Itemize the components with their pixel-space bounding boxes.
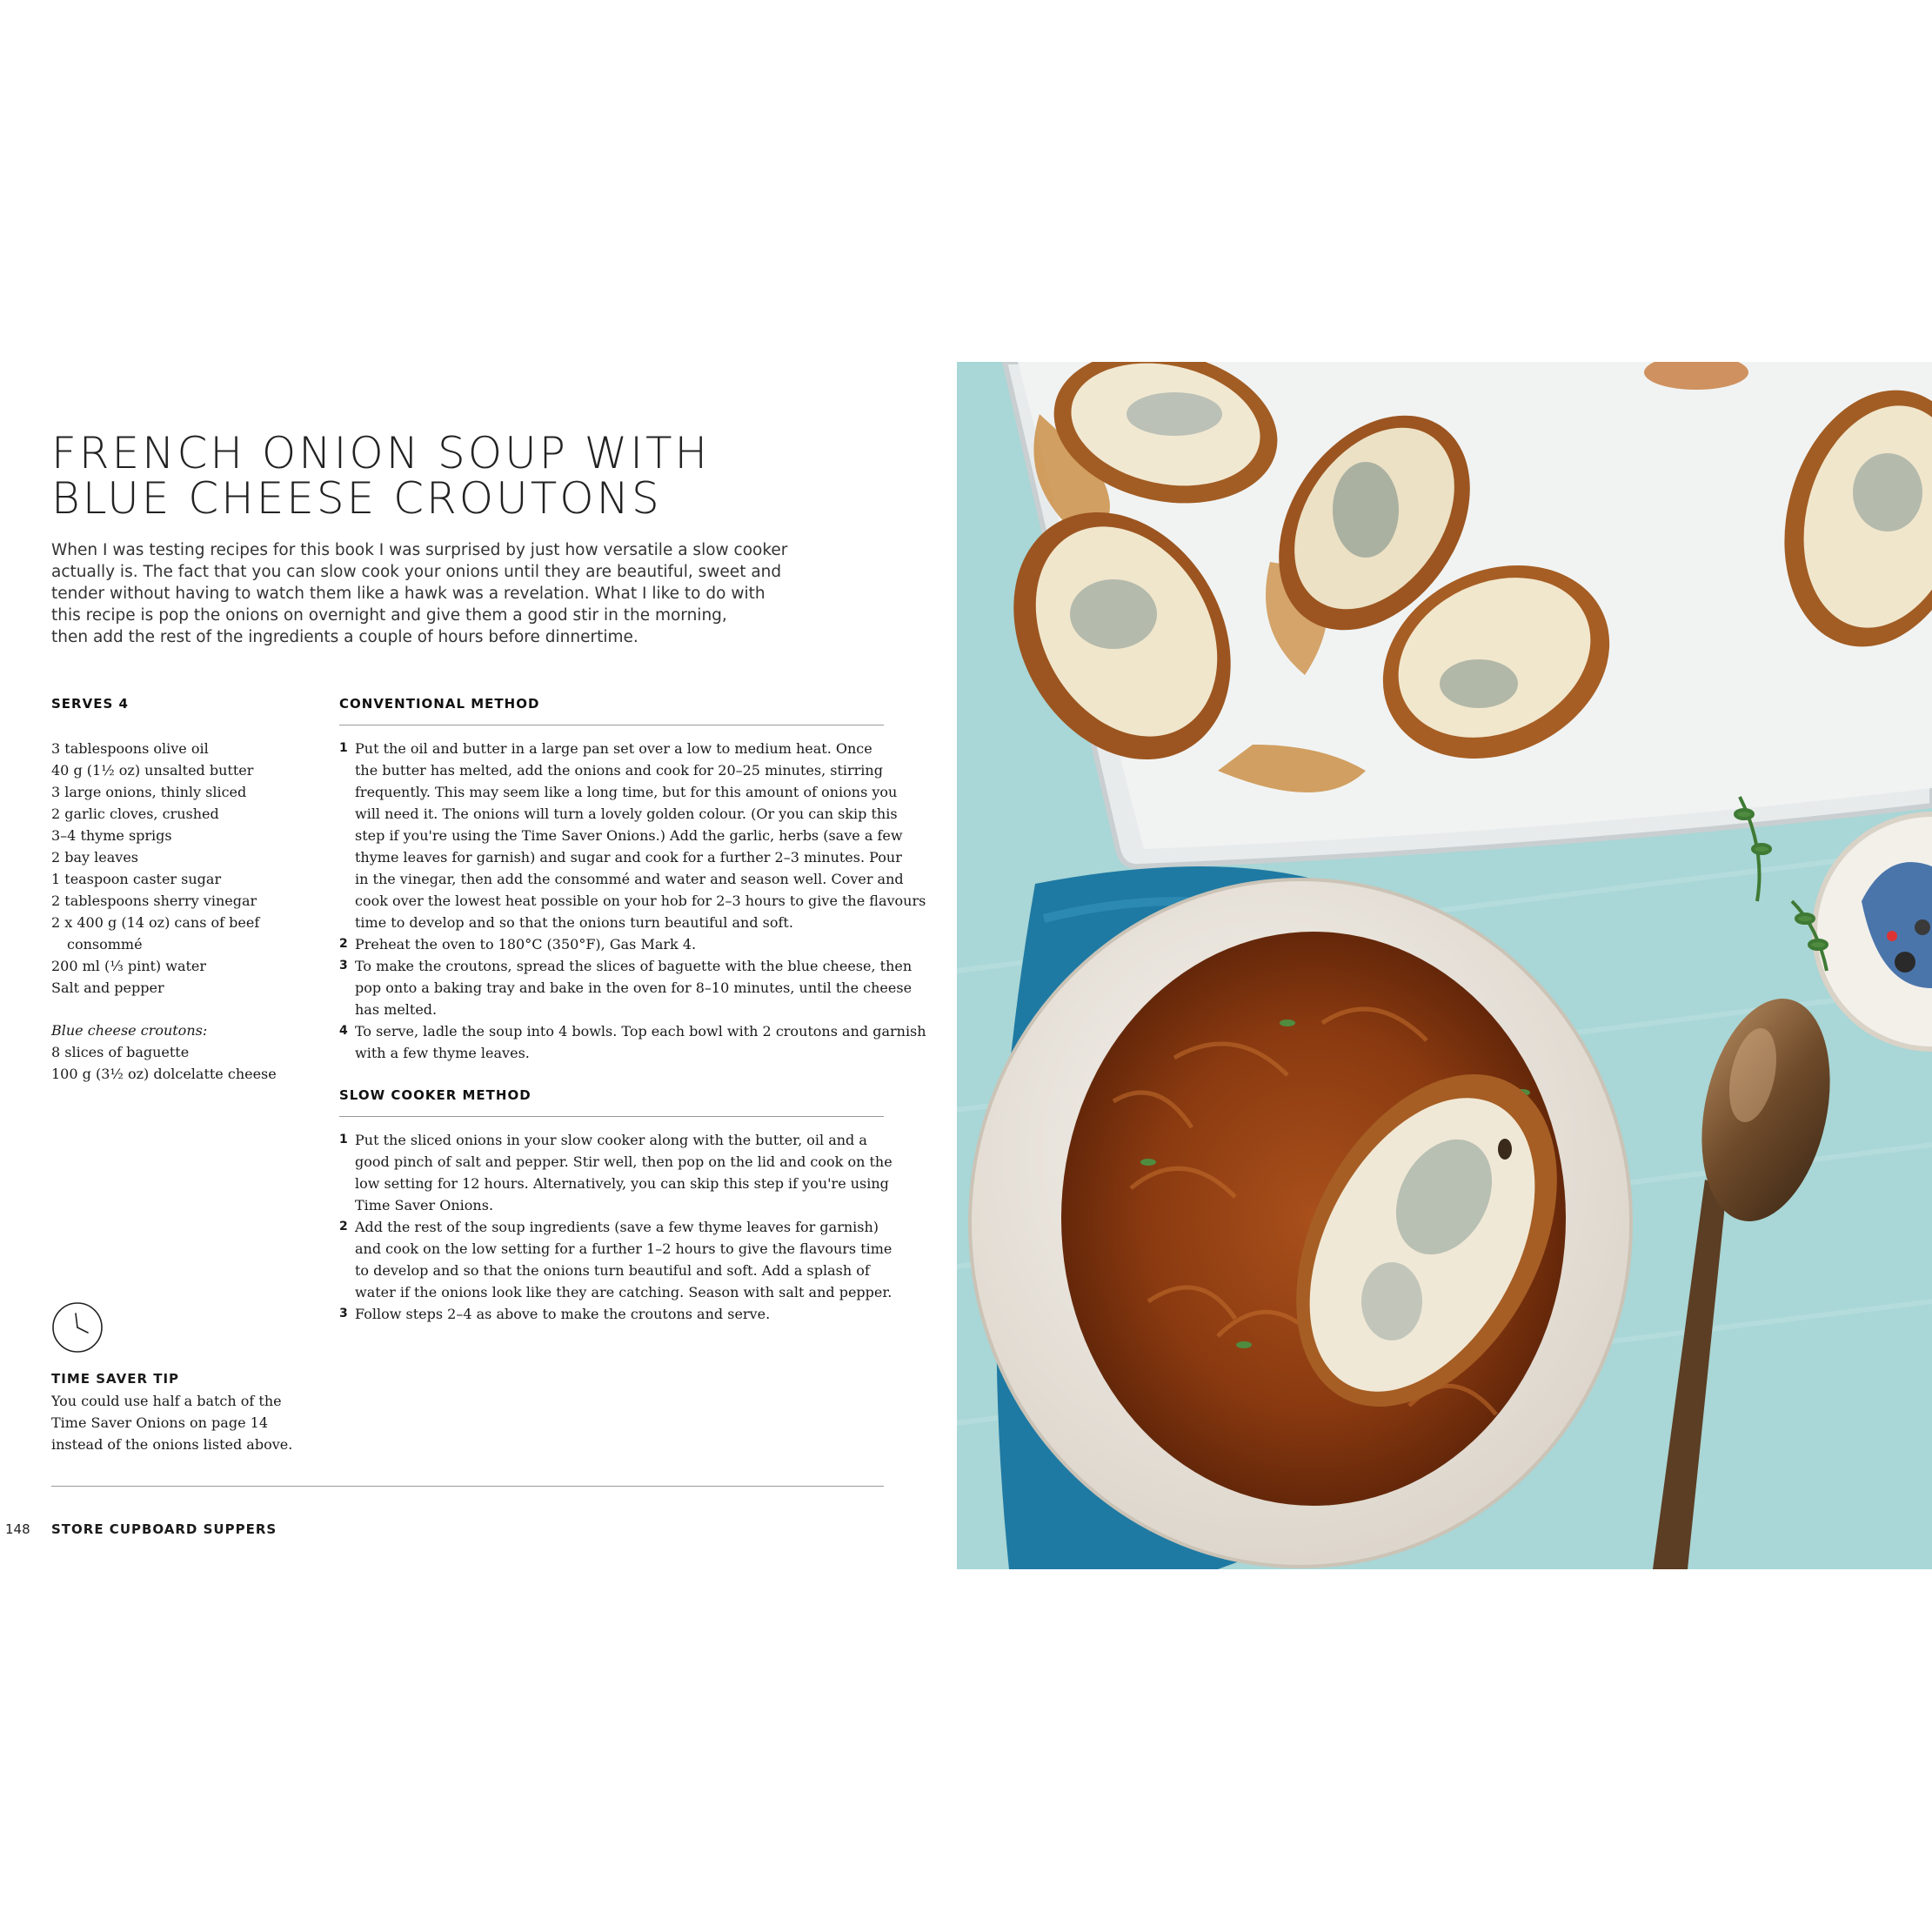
step-line: Put the sliced onions in your slow cooker along with the butter, oil and a — [355, 1132, 867, 1148]
step-line: the butter has melted, add the onions and cook for 20–25 minutes, stirring — [355, 762, 883, 779]
crouton-ingredient: 8 slices of baguette — [51, 1044, 190, 1060]
intro-line: When I was testing recipes for this book I was surprised by just how versatile a slow cooker — [51, 541, 788, 559]
step-line: Time Saver Onions. — [355, 1197, 494, 1213]
slow-cooker-steps — [339, 1129, 896, 1325]
step-line: low setting for 12 hours. Alternatively, you can skip this step if you're using — [355, 1175, 889, 1192]
method-step — [339, 1216, 896, 1303]
step-line: will need it. The onions will turn a lovely golden colour. (Or you can skip this — [355, 806, 898, 822]
ingredient-item: 40 g (1½ oz) unsalted butter — [51, 762, 254, 779]
step-number: 1 — [339, 1133, 348, 1146]
ingredient-item: consommé — [67, 936, 143, 953]
tip-text — [51, 1390, 304, 1455]
step-number: 3 — [339, 959, 348, 973]
section-title: STORE CUPBOARD SUPPERS — [51, 1521, 277, 1537]
page-number: 148 — [5, 1521, 30, 1537]
croutons-heading: Blue cheese croutons: — [51, 1022, 208, 1039]
intro-line: tender without having to watch them like a hawk was a revelation. What I like to do with — [51, 585, 765, 603]
ingredient-item: 2 x 400 g (14 oz) cans of beef — [51, 914, 260, 931]
ingredient-item: 200 ml (⅓ pint) water — [51, 958, 207, 974]
step-line: water if the onions look like they are catching. Season with salt and pepper. — [355, 1284, 892, 1300]
step-line: To serve, ladle the soup into 4 bowls. Top each bowl with 2 croutons and garnish — [355, 1023, 926, 1040]
step-number: 4 — [339, 1024, 348, 1038]
step-line: thyme leaves for garnish) and sugar and cook for a further 2–3 minutes. Pour — [355, 849, 902, 866]
title-line: FRENCH ONION SOUP WITH — [51, 428, 711, 478]
method-step — [339, 955, 913, 1020]
step-number: 2 — [339, 1220, 348, 1233]
step-line: frequently. This may seem like a long time, but for this amount of onions you — [355, 784, 898, 800]
method-step — [339, 933, 896, 955]
tip-line: instead of the onions listed above. — [51, 1436, 293, 1453]
slow-cooker-rule — [339, 1116, 884, 1117]
step-line: Preheat the oven to 180°C (350°F), Gas Mark 4. — [355, 936, 697, 953]
tip-line: You could use half a batch of the — [51, 1393, 282, 1409]
ingredient-item: 2 tablespoons sherry vinegar — [51, 892, 257, 909]
method-step — [339, 738, 926, 933]
step-line: step if you're using the Time Saver Onions.) Add the garlic, herbs (save a few — [355, 827, 903, 844]
step-number: 2 — [339, 937, 348, 951]
ingredient-item: 1 teaspoon caster sugar — [51, 871, 222, 887]
clock-icon — [51, 1301, 104, 1354]
ingredient-item: 3 tablespoons olive oil — [51, 740, 209, 757]
step-line: Add the rest of the soup ingredients (save a few thyme leaves for garnish) — [355, 1219, 879, 1235]
tip-heading: TIME SAVER TIP — [51, 1371, 180, 1387]
conventional-method-heading: CONVENTIONAL METHOD — [339, 696, 540, 712]
step-line: in the vinegar, then add the consommé and water and season well. Cover and — [355, 871, 904, 887]
recipe-intro — [51, 539, 788, 648]
intro-line: actually is. The fact that you can slow cook your onions until they are beautiful, sweet and — [51, 563, 782, 581]
ingredient-item: 2 bay leaves — [51, 849, 139, 866]
method-step — [339, 1020, 926, 1064]
step-line: has melted. — [355, 1001, 438, 1018]
ingredient-item: 3 large onions, thinly sliced — [51, 784, 247, 800]
step-line: cook over the lowest heat possible on your hob for 2–3 hours to give the flavours — [355, 892, 926, 909]
step-line: Put the oil and butter in a large pan set over a low to medium heat. Once — [355, 740, 872, 757]
step-number: 1 — [339, 741, 348, 755]
tip-line: Time Saver Onions on page 14 — [51, 1414, 268, 1431]
step-line: Follow steps 2–4 as above to make the croutons and serve. — [355, 1306, 771, 1322]
method-step — [339, 1129, 896, 1216]
ingredient-item: 2 garlic cloves, crushed — [51, 806, 219, 822]
intro-line: this recipe is pop the onions on overnight and give them a good stir in the morning, — [51, 606, 727, 625]
step-line: time to develop and so that the onions turn beautiful and soft. — [355, 914, 793, 931]
step-line: pop onto a baking tray and bake in the oven for 8–10 minutes, until the cheese — [355, 979, 913, 996]
conventional-steps — [339, 738, 926, 1064]
slow-cooker-method-heading: SLOW COOKER METHOD — [339, 1087, 531, 1103]
title-line: BLUE CHEESE CROUTONS — [51, 473, 662, 524]
method-step — [339, 1303, 896, 1325]
croutons-list — [51, 1041, 277, 1085]
step-line: with a few thyme leaves. — [355, 1045, 530, 1061]
recipe-title — [51, 428, 886, 524]
ingredient-item: Salt and pepper — [51, 979, 164, 996]
step-line: good pinch of salt and pepper. Stir well, then pop on the lid and cook on the — [355, 1153, 892, 1170]
step-line: to develop and so that the onions turn beautiful and soft. Add a splash of — [355, 1262, 870, 1279]
soup-photo — [957, 362, 1932, 1569]
step-line: To make the croutons, spread the slices of baguette with the blue cheese, then — [355, 958, 913, 974]
ingredient-item: 3–4 thyme sprigs — [51, 827, 172, 844]
intro-line: then add the rest of the ingredients a couple of hours before dinnertime. — [51, 628, 638, 646]
footer-rule — [51, 1486, 884, 1487]
serves-heading: SERVES 4 — [51, 696, 129, 712]
ingredients-list — [51, 738, 312, 999]
step-number: 3 — [339, 1307, 348, 1320]
crouton-ingredient: 100 g (3½ oz) dolcelatte cheese — [51, 1066, 277, 1082]
step-line: and cook on the low setting for a further 1–2 hours to give the flavours time — [355, 1240, 892, 1257]
